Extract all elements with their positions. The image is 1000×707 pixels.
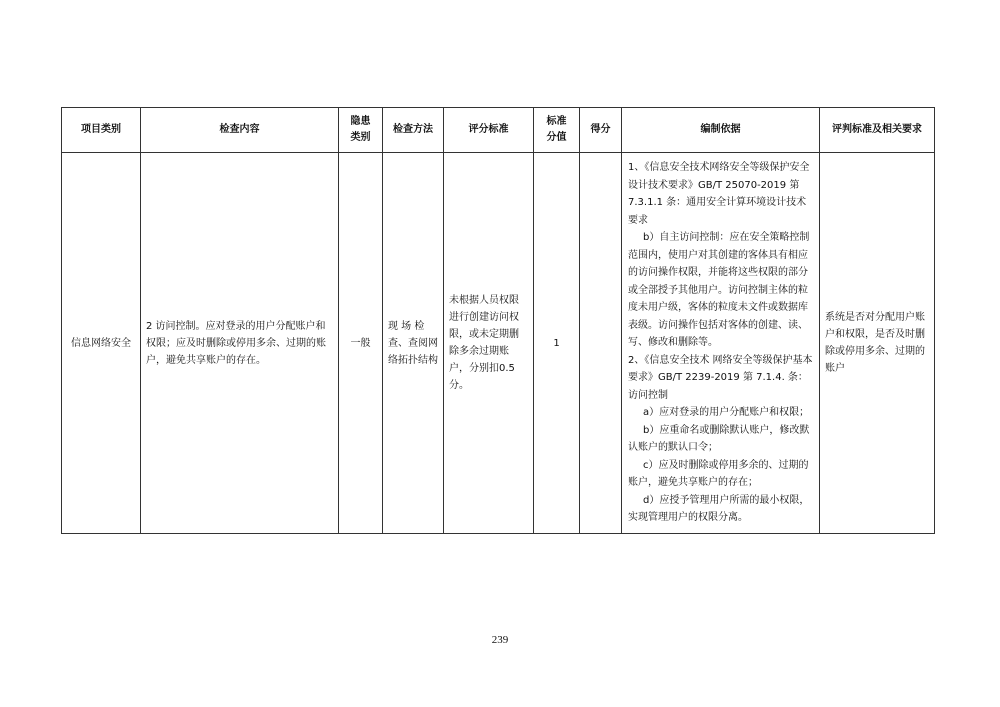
cell-criteria: 未根据人员权限进行创建访问权限，或未定期删除多余过期账户，分别扣0.5分。	[444, 153, 534, 534]
header-hazard-type-line2: 类别	[350, 132, 371, 143]
basis-line: b）应重命名或删除默认账户，修改默认账户的默认口令；	[628, 424, 810, 454]
cell-standard-score: 1	[534, 153, 580, 534]
inspection-table	[61, 107, 935, 534]
header-row	[62, 108, 935, 153]
basis-line: a）应对登录的用户分配账户和权限；	[643, 407, 810, 419]
header-standard-score-line1: 标准	[546, 116, 567, 127]
table-row	[62, 153, 935, 534]
cell-requirements: 系统是否对分配用户账户和权限，是否及时删除或停用多余、过期的账户	[820, 153, 935, 534]
basis-line: b）自主访问控制：应在安全策略控制范围内，使用户对其创建的客体具有相应的访问操作权限，并能将这些权限的部分或全部授予其他用户。访问控制主体的粒度未用户级，客体的粒度未文件或数据库表级。访问操作包括对客体的创建、读、写、修改和删除等。	[628, 232, 810, 349]
header-standard-score	[534, 108, 580, 153]
header-standard-score-line2: 分值	[546, 132, 567, 143]
basis-line: 2、《信息安全技术 网络安全等级保护基本要求》GB/T 2239-2019 第 7.1.4. 条：访问控制	[628, 354, 813, 401]
cell-category: 信息网络安全	[62, 153, 141, 534]
cell-content: 2 访问控制。应对登录的用户分配账户和权限；应及时删除或停用多余、过期的账户，避免共享账户的存在。	[141, 153, 339, 534]
cell-score	[580, 153, 622, 534]
header-basis: 编制依据	[622, 108, 820, 153]
cell-basis	[622, 153, 820, 534]
header-method: 检查方法	[383, 108, 444, 153]
basis-line: 1、《信息安全技术网络安全等级保护安全设计技术要求》GB/T 25070-2019 第 7.3.1.1 条：通用安全计算环境设计技术要求	[628, 162, 810, 226]
cell-method: 现 场 检查、查阅网络拓扑结构	[383, 153, 444, 534]
header-content: 检查内容	[141, 108, 339, 153]
cell-hazard-type: 一般	[339, 153, 383, 534]
header-hazard-type-line1: 隐患	[350, 116, 371, 127]
header-hazard-type	[339, 108, 383, 153]
header-criteria: 评分标准	[444, 108, 534, 153]
basis-line: c）应及时删除或停用多余的、过期的账户，避免共享账户的存在；	[628, 459, 809, 489]
header-category: 项目类别	[62, 108, 141, 153]
header-requirements: 评判标准及相关要求	[820, 108, 935, 153]
header-score: 得分	[580, 108, 622, 153]
basis-line: d）应授予管理用户所需的最小权限，实现管理用户的权限分离。	[628, 494, 810, 524]
page-number: 239	[491, 634, 509, 646]
